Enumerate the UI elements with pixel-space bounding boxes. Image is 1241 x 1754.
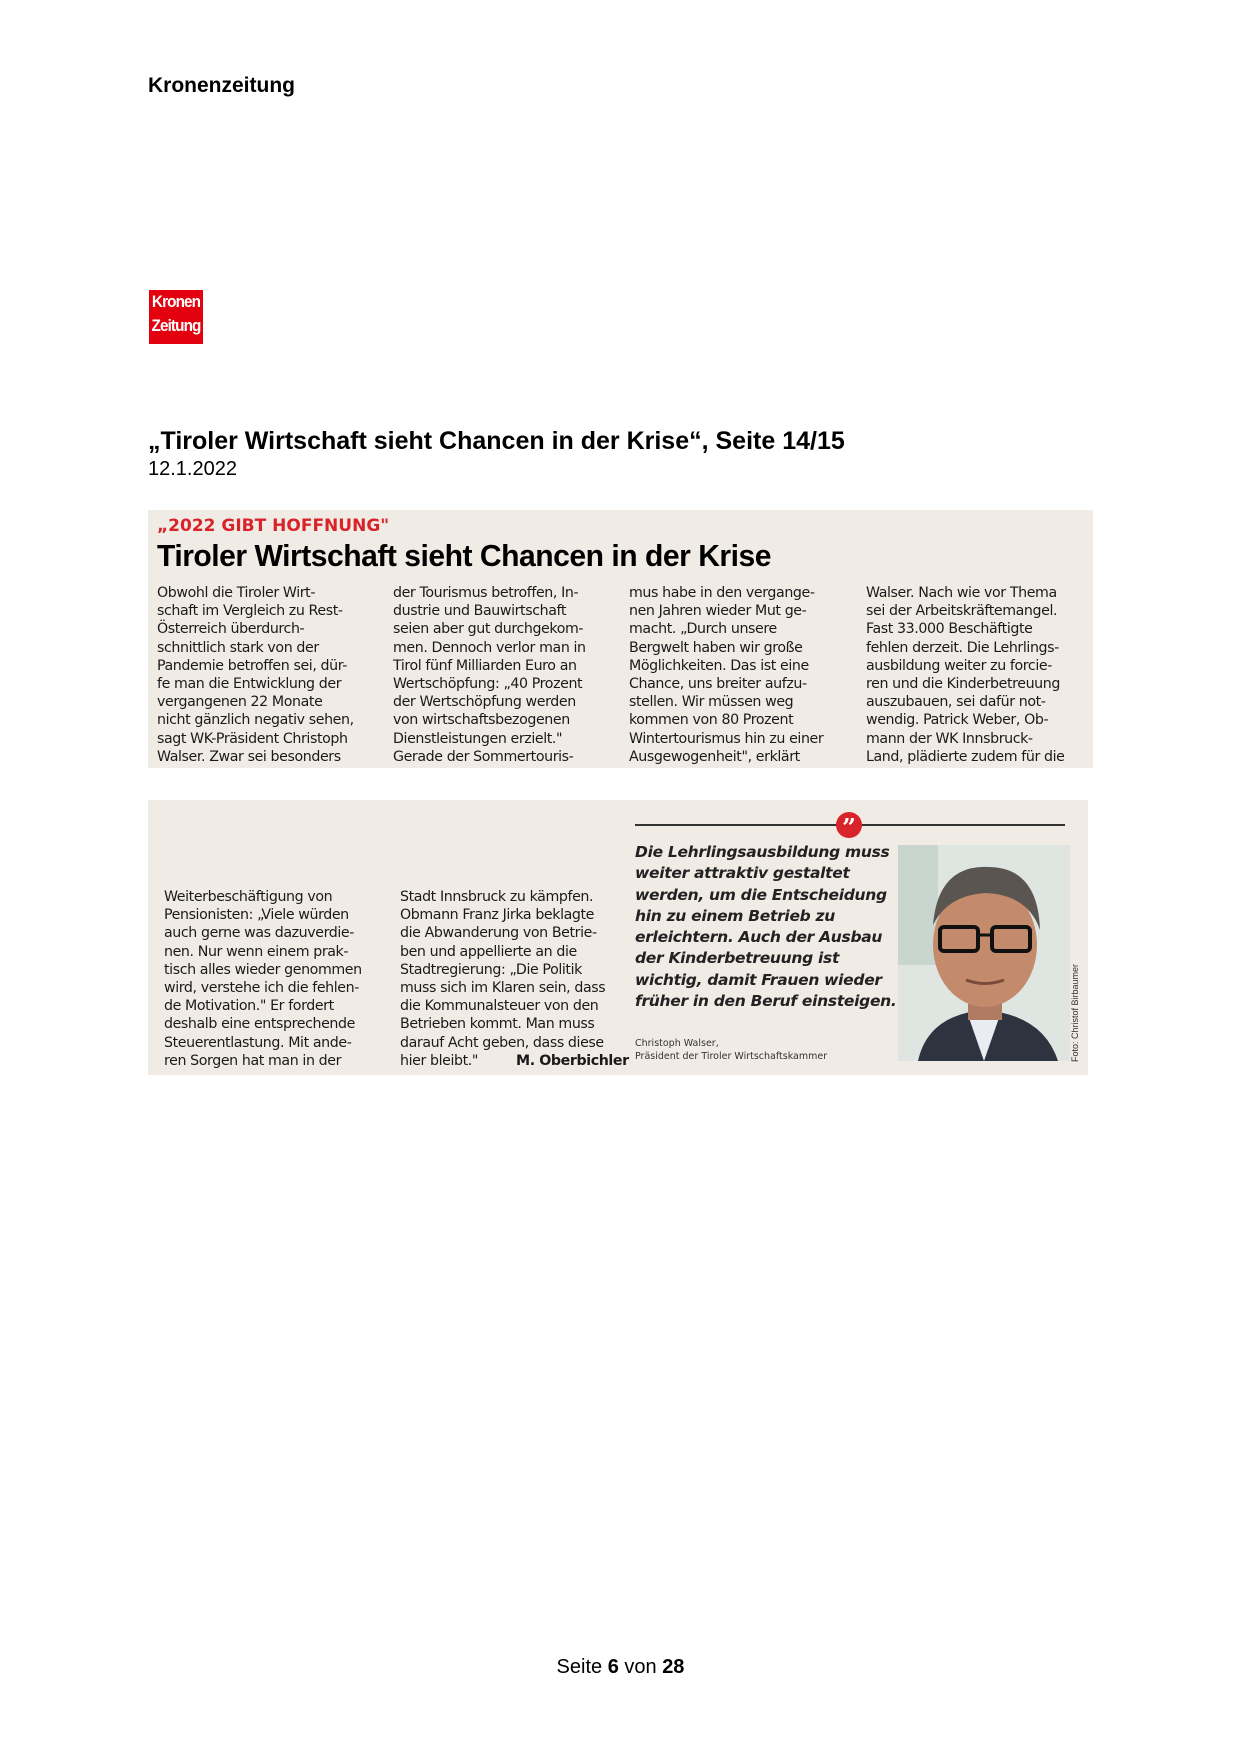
text-line: wird, verstehe ich die fehlen- bbox=[164, 979, 359, 996]
text-line: Bergwelt haben wir große bbox=[629, 639, 803, 656]
text-line: wendig. Patrick Weber, Ob- bbox=[866, 712, 1049, 729]
text-line: darauf Acht geben, dass diese bbox=[400, 1034, 604, 1051]
text-line: nen Jahren wieder Mut ge- bbox=[629, 603, 807, 620]
text-line: macht. „Durch unsere bbox=[629, 621, 777, 638]
text-line: Tirol fünf Milliarden Euro an bbox=[393, 657, 577, 674]
text-line: Wertschöpfung: „40 Prozent bbox=[393, 675, 583, 692]
text-line: men. Dennoch verlor man in bbox=[393, 639, 586, 656]
text-line: muss sich im Klaren sein, dass bbox=[400, 979, 606, 996]
page-number: 6 bbox=[607, 1656, 619, 1678]
article-title: „Tiroler Wirtschaft sieht Chancen in der Krise“, Seite 14/15 bbox=[148, 427, 845, 455]
text-line: sagt WK-Präsident Christoph bbox=[157, 730, 348, 747]
publication-name: Kronenzeitung bbox=[148, 74, 295, 97]
text-line: nicht gänzlich negativ sehen, bbox=[157, 712, 354, 729]
portrait-photo bbox=[898, 845, 1070, 1061]
kronen-zeitung-logo bbox=[149, 290, 203, 344]
text-line: vergangenen 22 Monate bbox=[157, 694, 323, 711]
text-line: ben und appellierte an die bbox=[400, 943, 577, 960]
text-line: schnittlich stark von der bbox=[157, 639, 319, 656]
text-line: auch gerne was dazuverdie- bbox=[164, 925, 354, 942]
text-line: auszubauen, sei dafür not- bbox=[866, 694, 1046, 711]
text-line: Möglichkeiten. Das ist eine bbox=[629, 657, 809, 674]
author-byline: M. Oberbichler bbox=[516, 1053, 629, 1069]
photo-credit: Foto: Christof Birbaumer bbox=[1070, 963, 1080, 1062]
text-line: Stadt Innsbruck zu kämpfen. bbox=[400, 889, 594, 905]
text-line: der Tourismus betroffen, In- bbox=[393, 585, 579, 601]
text-line: dustrie und Bauwirtschaft bbox=[393, 603, 567, 620]
text-line: Dienstleistungen erzielt." bbox=[393, 730, 563, 747]
text-line: Obmann Franz Jirka beklagte bbox=[400, 907, 594, 924]
text-line: Stadtregierung: „Die Politik bbox=[400, 961, 582, 978]
text-line: fe man die Entwicklung der bbox=[157, 675, 342, 692]
text-line: deshalb eine entsprechende bbox=[164, 1016, 355, 1033]
text-line: Walser. Zwar sei besonders bbox=[157, 748, 341, 765]
text-line: Österreich überdurch- bbox=[157, 621, 305, 638]
text-line: fehlen derzeit. Die Lehrlings- bbox=[866, 639, 1059, 656]
text-column bbox=[157, 584, 354, 766]
clipping-top-panel bbox=[148, 510, 1093, 768]
text-line: nen. Nur wenn einem prak- bbox=[164, 943, 349, 960]
logo-line-1: Kronen bbox=[151, 292, 201, 311]
text-line: Land, plädierte zudem für die bbox=[866, 748, 1065, 765]
text-line: ausbildung weiter zu forcie- bbox=[866, 657, 1052, 674]
text-line: Pandemie betroffen sei, dür- bbox=[157, 657, 347, 674]
quote-role: Präsident der Tiroler Wirtschaftskammer bbox=[635, 1051, 828, 1062]
text-line: ren und die Kinderbetreuung bbox=[866, 675, 1060, 692]
text-line: mann der WK Innsbruck- bbox=[866, 730, 1033, 747]
text-line: Obwohl die Tiroler Wirt- bbox=[157, 585, 316, 601]
text-column bbox=[393, 584, 586, 766]
text-line: Die Lehrlingsausbildung muss bbox=[635, 843, 890, 861]
text-line: mus habe in den vergange- bbox=[629, 585, 815, 601]
text-line: Wintertourismus hin zu einer bbox=[629, 730, 824, 747]
text-column bbox=[400, 888, 605, 1070]
text-line: kommen von 80 Prozent bbox=[629, 712, 794, 729]
text-line: Walser. Nach wie vor Thema bbox=[866, 585, 1057, 601]
headline: Tiroler Wirtschaft sieht Chancen in der Krise bbox=[157, 538, 771, 573]
footer-prefix: Seite bbox=[556, 1656, 608, 1678]
text-line: ren Sorgen hat man in der bbox=[164, 1052, 342, 1069]
text-line: Betrieben kommt. Man muss bbox=[400, 1016, 595, 1033]
text-line: erleichtern. Auch der Ausbau bbox=[635, 928, 883, 947]
text-line: schaft im Vergleich zu Rest- bbox=[157, 603, 343, 620]
text-line: die Abwanderung von Betrie- bbox=[400, 925, 597, 942]
quote-attribution bbox=[635, 1037, 827, 1063]
text-line: wichtig, damit Frauen wieder bbox=[635, 970, 882, 989]
text-line: der Kinderbetreuung ist bbox=[635, 949, 840, 968]
text-column bbox=[866, 584, 1064, 766]
text-column bbox=[629, 584, 823, 766]
text-line: sei der Arbeitskräftemangel. bbox=[866, 603, 1058, 620]
text-line: stellen. Wir müssen weg bbox=[629, 694, 794, 711]
text-line: werden, um die Entscheidung bbox=[635, 885, 887, 904]
portrait-illustration bbox=[898, 845, 1070, 1061]
pull-quote bbox=[635, 842, 897, 1012]
page-total: 28 bbox=[662, 1656, 685, 1678]
article-date: 12.1.2022 bbox=[148, 458, 237, 480]
kicker: „2022 GIBT HOFFNUNG" bbox=[157, 516, 390, 536]
text-line: früher in den Beruf einsteigen. bbox=[635, 992, 897, 1011]
text-line: hin zu einem Betrieb zu bbox=[635, 906, 836, 925]
quote-name: Christoph Walser, bbox=[635, 1038, 719, 1049]
footer-middle: von bbox=[618, 1656, 663, 1678]
text-line: hier bleibt." bbox=[400, 1052, 479, 1069]
text-line: Ausgewogenheit", erklärt bbox=[629, 748, 800, 765]
text-line: seien aber gut durchgekom- bbox=[393, 621, 584, 638]
quote-mark-icon: ” bbox=[836, 812, 862, 838]
text-line: Fast 33.000 Beschäftigte bbox=[866, 621, 1033, 638]
text-line: Steuerentlastung. Mit ande- bbox=[164, 1034, 352, 1051]
text-line: von wirtschaftsbezogenen bbox=[393, 712, 570, 729]
page-footer bbox=[0, 1656, 1241, 1679]
text-line: weiter attraktiv gestaltet bbox=[635, 864, 850, 883]
text-line: Weiterbeschäftigung von bbox=[164, 889, 333, 905]
text-line: Gerade der Sommertouris- bbox=[393, 748, 574, 765]
text-line: Pensionisten: „Viele würden bbox=[164, 907, 349, 924]
clipping-bottom-panel bbox=[148, 800, 1088, 1075]
text-line: die Kommunalsteuer von den bbox=[400, 998, 599, 1015]
text-line: de Motivation." Er fordert bbox=[164, 998, 334, 1015]
text-line: Chance, uns breiter aufzu- bbox=[629, 675, 807, 692]
text-line: tisch alles wieder genommen bbox=[164, 961, 362, 978]
text-column bbox=[164, 888, 362, 1070]
text-line: der Wertschöpfung werden bbox=[393, 694, 576, 711]
logo-line-2: Zeitung bbox=[151, 316, 201, 335]
